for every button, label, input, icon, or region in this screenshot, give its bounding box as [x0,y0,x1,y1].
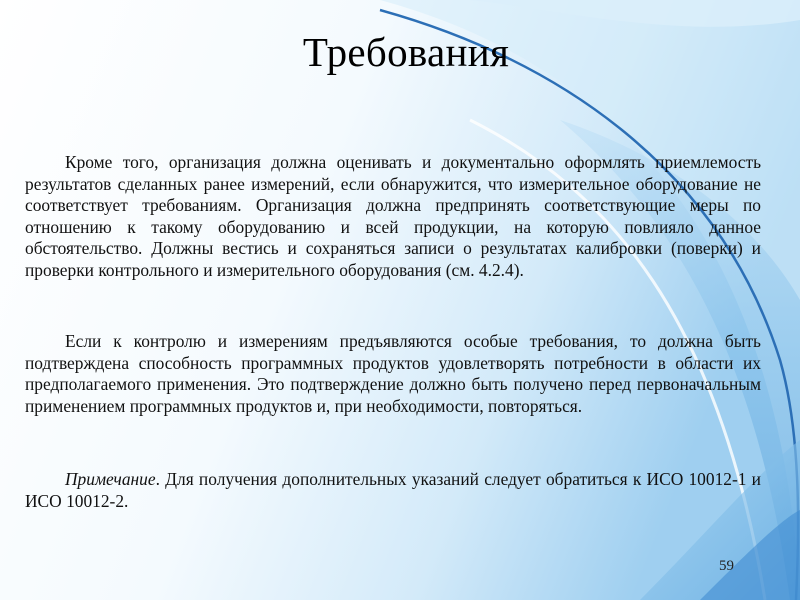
slide-title: Требования [302,29,510,75]
note-paragraph [25,469,761,512]
note-label: Примечание [65,469,156,489]
note-text: . Для получения дополнительных указаний следует обратиться к ИСО 10012-1 и ИСО 10012-2. [25,469,761,511]
paragraph-2: Если к контролю и измерениям предъявляются особые требования, то должна быть подтверждена способность программных продуктов удовлетворять потребности в области их предполагаемого применения. Это подтверждение должно быть получено перед первоначальным применением программных продуктов и, при необходимости, повторяться. [25,331,761,416]
page-number: 59 [719,558,734,574]
paragraph-1: Кроме того, организация должна оценивать и документально оформлять приемлемость результатов сделанных ранее измерений, если обнаружится, что измерительное оборудование не соответствует требованиям. Организация должна предпринять соответствующие меры по отношению к такому оборудованию и всей продукции, на которую повлияло данное обстоятельство. Должны вестись и сохраняться записи о результатах калибровки (поверки) и проверки контрольного и измерительного оборудования (см. 4.2.4). [25,152,761,280]
